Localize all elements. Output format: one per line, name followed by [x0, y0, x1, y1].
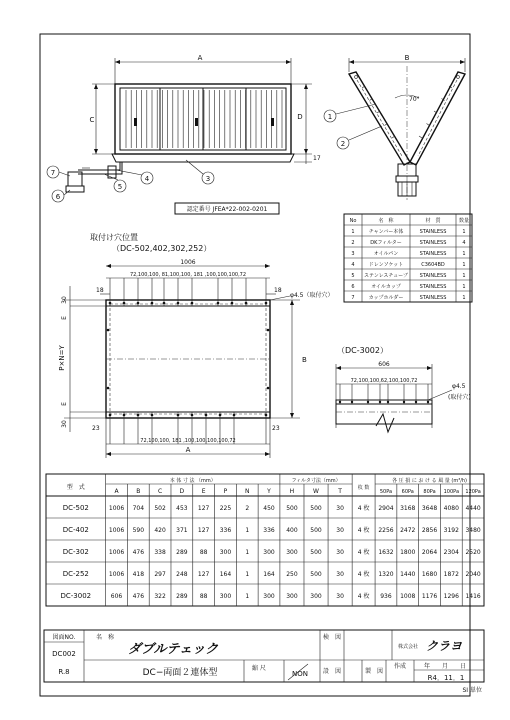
mount-overall: 1006	[180, 259, 196, 266]
dim-b-top: B	[404, 54, 410, 62]
spec-col-header: E	[201, 488, 206, 495]
callout-5: 5	[117, 183, 123, 191]
spec-model-cell: DC-502	[62, 504, 89, 512]
mount-bottom30: 30	[61, 420, 68, 428]
spec-cell: 1320	[378, 571, 394, 578]
spec-cell: 248	[176, 571, 188, 578]
spec-cell: 2	[245, 505, 250, 512]
mount-models: （DC-502,402,302,252）	[112, 244, 212, 253]
side-callouts	[324, 104, 382, 149]
mount-hole-mark	[123, 302, 126, 305]
spec-cell: 1006	[108, 549, 125, 556]
callout-6: 6	[55, 193, 61, 201]
mount-23l: 23	[92, 425, 100, 432]
callout-3: 3	[205, 175, 211, 183]
mount-right18: 18	[274, 287, 282, 294]
mount-side-hole	[267, 329, 270, 332]
mount-hole-mark	[177, 414, 180, 417]
spec-col-header: 50Pa	[379, 489, 393, 495]
spec-cell: 1006	[108, 505, 125, 512]
spec-cell: 371	[176, 527, 188, 534]
spec-cell: 336	[219, 527, 232, 534]
spec-cell: 1	[245, 527, 250, 534]
dim-angle: 70°	[409, 96, 420, 103]
spec-col-header: 100Pa	[443, 489, 460, 495]
parts-cell: 7	[351, 295, 355, 301]
spec-table	[46, 474, 484, 606]
spec-cell: 4 枚	[357, 527, 370, 534]
spec-cell: 420	[154, 527, 166, 534]
callout-1: 1	[327, 113, 333, 121]
parts-cell: オイルカップ	[371, 284, 401, 290]
spec-cell: 502	[154, 505, 166, 512]
parts-cell: STAINLESS	[419, 240, 447, 246]
spec-cell: 1008	[400, 593, 416, 600]
small-view	[336, 346, 471, 432]
front-view	[66, 54, 321, 192]
spec-cell: 4 枚	[357, 571, 370, 578]
mount-hole-mark	[245, 302, 248, 305]
small-hole-mark	[403, 401, 405, 403]
mount-hole-mark	[233, 414, 236, 417]
small-title: （DC-3002）	[337, 346, 388, 355]
spec-airflow-label: 各 圧 損 に お け る 風 量 (m³/h)	[392, 478, 468, 484]
parts-cell: 1	[462, 273, 466, 279]
parts-cell: STAINLESS	[419, 229, 447, 235]
parts-cell: 1	[351, 229, 355, 235]
spec-cell: 1416	[465, 593, 481, 600]
spec-cell: 1800	[400, 549, 416, 556]
spec-model-cell: DC-402	[62, 526, 89, 534]
parts-cell: C3604BD	[421, 262, 445, 268]
spec-col-header: B	[136, 488, 141, 495]
parts-cell: 1	[462, 295, 466, 301]
mount-top-chain: 72,100,100, 81,100,100, 181 ,100,100,100,72	[129, 272, 247, 278]
mount-hole-mark	[137, 414, 140, 417]
dim-d: D	[297, 113, 303, 121]
spec-col-header: 80Pa	[423, 489, 436, 495]
mount-hole-mark	[137, 302, 140, 305]
small-hole-mark	[427, 401, 429, 403]
spec-cell: 2304	[443, 549, 459, 556]
callout-2: 2	[340, 140, 346, 148]
spec-cell: 164	[263, 571, 275, 578]
spec-col-header: A	[114, 488, 119, 495]
spec-cell: 4 枚	[357, 505, 370, 512]
parts-cell: 1	[462, 284, 466, 290]
spec-cell: 1176	[421, 593, 438, 600]
callout-7: 7	[50, 169, 56, 177]
check-label: 検 図	[322, 634, 342, 641]
mount-23r: 23	[272, 425, 280, 432]
date-cols: 年 月 日	[424, 663, 467, 670]
spec-cell: 476	[132, 549, 145, 556]
spec-cell: 300	[286, 549, 298, 556]
spec-cell: 500	[310, 505, 322, 512]
parts-cell: 3	[351, 251, 355, 257]
spec-cell: 300	[263, 593, 275, 600]
mount-hole-mark	[217, 302, 220, 305]
product-name: DC−両面２連体型	[142, 668, 218, 678]
parts-header-cell: 数量	[458, 218, 470, 224]
date-label: 作成	[393, 663, 407, 670]
spec-cell: 2904	[378, 505, 394, 512]
spec-cell: 500	[310, 549, 322, 556]
side-view	[349, 54, 465, 200]
spec-cell: 2040	[465, 571, 481, 578]
mount-view	[58, 232, 334, 458]
spec-cell: 88	[199, 593, 208, 600]
mount-hole-mark	[205, 414, 208, 417]
small-overall: 606	[378, 361, 390, 368]
mount-side-hole	[267, 387, 270, 390]
mount-hole-mark	[231, 302, 234, 305]
spec-cell: 3168	[400, 505, 416, 512]
spec-model-cell: DC-302	[62, 548, 89, 556]
spec-col-header: 60Pa	[401, 489, 414, 495]
spec-cell: 30	[336, 505, 344, 512]
parts-cell: DKフィルター	[370, 240, 402, 246]
small-hole: φ4.5	[452, 383, 466, 390]
company-prefix: 株式会社	[398, 644, 419, 650]
spec-body-label: 本 体 寸 法 （mm）	[169, 478, 216, 484]
spec-cell: 453	[176, 505, 188, 512]
parts-cell: STAINLESS	[419, 273, 447, 279]
front-callouts	[47, 160, 214, 202]
parts-cell: STAINLESS	[419, 295, 447, 301]
parts-cell: ステンレスチューブ	[364, 273, 408, 279]
parts-cell: カップホルダー	[368, 295, 404, 301]
parts-cell: 1	[462, 251, 466, 257]
spec-model-cell: DC-252	[62, 570, 89, 578]
parts-cell: 4	[462, 240, 466, 246]
spec-cell: 1632	[378, 549, 394, 556]
spec-cell: 30	[336, 593, 344, 600]
spec-cell: 2064	[421, 549, 438, 556]
small-hole-mark	[351, 401, 353, 403]
spec-cell: 936	[380, 593, 392, 600]
spec-cell: 418	[132, 571, 145, 578]
mount-top30: 30	[61, 296, 68, 304]
spec-cell: 3648	[421, 505, 438, 512]
spec-sheets-label: 枚 数	[357, 485, 370, 491]
callout-4: 4	[144, 175, 150, 183]
small-hole-mark	[415, 401, 417, 403]
spec-cell: 500	[310, 571, 322, 578]
parts-header-cell: 材 質	[425, 218, 441, 224]
mount-hole-mark	[191, 302, 194, 305]
spec-cell: 127	[197, 505, 210, 512]
mount-b: B	[302, 356, 307, 364]
mount-e-top: E	[61, 316, 68, 320]
spec-cell: 300	[219, 549, 232, 556]
spec-cell: 1	[245, 593, 250, 600]
mount-left18: 18	[96, 287, 104, 294]
mount-bottom-chain: 72,100,100, 181 ,100,100,100,100,72	[140, 438, 236, 444]
spec-cell: 289	[176, 593, 188, 600]
parts-cell: 5	[351, 273, 355, 279]
parts-cell: 1	[462, 262, 466, 268]
spec-cell: 400	[286, 527, 298, 534]
brand-logo: ダブルテェック	[128, 642, 219, 657]
parts-header-cell: 名 称	[378, 218, 394, 224]
spec-cell: 2472	[400, 527, 416, 534]
spec-cell: 250	[286, 571, 298, 578]
spec-col-header: C	[157, 488, 163, 495]
spec-col-header: Y	[267, 488, 271, 495]
spec-model-label: 型 式	[66, 484, 85, 491]
spec-cell: 164	[219, 571, 232, 578]
spec-cell: 704	[132, 505, 145, 512]
design-label: 設 図	[322, 668, 342, 675]
spec-cell: 1006	[108, 527, 125, 534]
mount-hole-mark	[151, 414, 154, 417]
spec-cell: 289	[176, 549, 188, 556]
mount-a: A	[185, 446, 191, 454]
small-hole-mark	[339, 401, 341, 403]
spec-cell: 4 枚	[357, 593, 370, 600]
mount-hole-mark	[265, 414, 268, 417]
parts-cell: 1	[462, 229, 466, 235]
mount-title: 取付け穴位置	[90, 233, 138, 242]
small-hole-mark	[367, 401, 369, 403]
parts-header-cell: No	[349, 218, 357, 224]
spec-cell: 2256	[378, 527, 394, 534]
spec-cell: 1872	[443, 571, 459, 578]
parts-cell: ドレンソケット	[368, 262, 404, 268]
spec-cell: 30	[336, 571, 344, 578]
mount-hole-mark	[109, 302, 112, 305]
spec-cell: 500	[286, 505, 298, 512]
spec-col-header: D	[179, 488, 185, 495]
spec-cell: 30	[336, 527, 344, 534]
mount-hole-mark	[163, 302, 166, 305]
spec-col-header: P	[223, 488, 228, 495]
spec-cell: 336	[263, 527, 275, 534]
spec-col-header: T	[338, 488, 342, 495]
spec-col-header: 120Pa	[465, 489, 481, 495]
unit-note: SI 単位	[462, 687, 482, 694]
small-hole-mark	[379, 401, 381, 403]
mount-hole-mark	[151, 302, 154, 305]
cert-number: 認定番号 JFEA*22-002-0201	[186, 206, 268, 213]
parts-table	[344, 214, 472, 302]
spec-cell: 500	[310, 527, 322, 534]
spec-col-header: H	[289, 488, 295, 495]
spec-cell: 450	[263, 505, 275, 512]
spec-cell: 590	[132, 527, 145, 534]
parts-cell: 2	[351, 240, 355, 246]
spec-cell: 1296	[443, 593, 459, 600]
mount-hole-mark	[219, 414, 222, 417]
scale-value: NON	[292, 670, 308, 678]
spec-cell: 322	[154, 593, 166, 600]
parts-cell: STAINLESS	[419, 284, 447, 290]
parts-cell: STAINLESS	[419, 251, 447, 257]
spec-cell: 3192	[443, 527, 459, 534]
spec-cell: 2520	[465, 549, 481, 556]
spec-cell: 300	[310, 593, 322, 600]
draft-label: 製 図	[364, 668, 384, 675]
spec-cell: 225	[219, 505, 232, 512]
spec-cell: 2856	[421, 527, 438, 534]
title-block	[44, 630, 484, 694]
spec-col-header: N	[244, 488, 250, 495]
small-hole-mark	[387, 401, 389, 403]
mount-hole-mark	[191, 414, 194, 417]
mount-pxn: P×N=Y	[58, 345, 66, 371]
spec-cell: 1440	[400, 571, 416, 578]
mount-hole-mark	[265, 302, 268, 305]
spec-cell: 300	[286, 593, 298, 600]
spec-cell: 3480	[465, 527, 481, 534]
spec-cell: 1	[245, 571, 250, 578]
scale-label: 縮 尺	[252, 665, 266, 672]
revision: R.8	[58, 668, 70, 676]
spec-cell: 127	[197, 527, 210, 534]
spec-cell: 4 枚	[357, 549, 370, 556]
parts-cell: チャンバー本体	[368, 229, 404, 235]
spec-cell: 476	[132, 593, 145, 600]
mount-hole-mark	[123, 414, 126, 417]
spec-cell: 1	[245, 549, 250, 556]
mount-e-bottom: E	[61, 402, 68, 406]
spec-cell: 4440	[465, 505, 481, 512]
spec-cell: 297	[154, 571, 166, 578]
spec-cell: 338	[154, 549, 166, 556]
spec-col-header: W	[313, 488, 319, 495]
mount-hole-mark	[109, 414, 112, 417]
mount-hole-label: φ4.5（取付穴）	[290, 292, 334, 299]
parts-cell: 6	[351, 284, 355, 290]
parts-cell: 4	[351, 262, 355, 268]
drawing-no-label: 図面NO.	[52, 634, 76, 641]
spec-filter-label: フィルタ寸法（mm）	[291, 478, 341, 484]
mount-hole-mark	[177, 302, 180, 305]
spec-cell: 1006	[108, 571, 125, 578]
dim-c: C	[89, 116, 95, 124]
spec-cell: 1680	[421, 571, 438, 578]
parts-cell: オイルパン	[373, 251, 399, 257]
company-logo: クラヨ	[426, 639, 463, 653]
small-hole-note: (取付穴)	[448, 394, 471, 401]
spec-cell: 606	[110, 593, 123, 600]
spec-cell: 88	[199, 549, 208, 556]
date-value: R4．11．1	[427, 674, 465, 682]
spec-cell: 127	[197, 571, 210, 578]
spec-cell: 300	[219, 593, 232, 600]
dim-a-top: A	[197, 54, 203, 62]
mount-side-hole	[107, 329, 110, 332]
spec-cell: 30	[336, 549, 344, 556]
name-label: 名 称	[96, 634, 115, 641]
spec-cell: 4080	[443, 505, 459, 512]
dim-17: 17	[313, 155, 321, 162]
small-chain: 72,100,100,62,100,100,72	[350, 378, 418, 384]
spec-cell: 300	[263, 549, 275, 556]
spec-model-cell: DC-3002	[60, 592, 92, 600]
mount-side-hole	[107, 387, 110, 390]
drawing-no: DC002	[52, 650, 76, 658]
